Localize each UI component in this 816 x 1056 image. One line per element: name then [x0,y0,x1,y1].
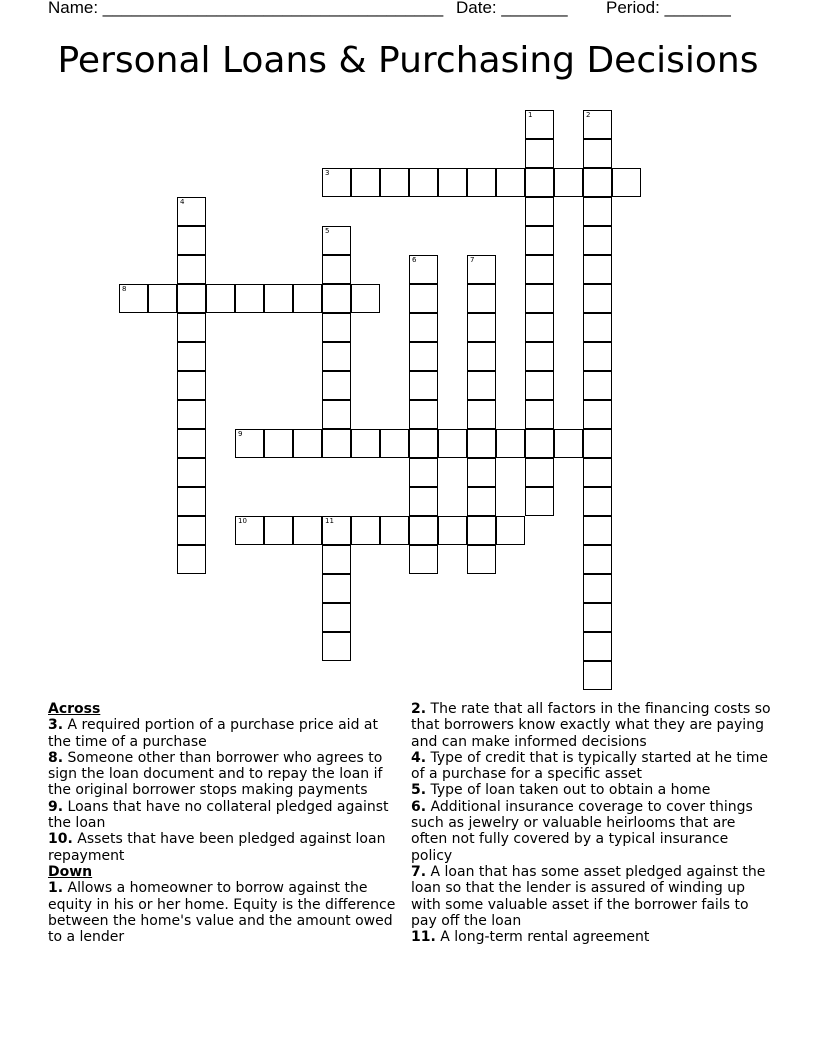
grid-cell[interactable] [293,516,322,545]
grid-cell[interactable] [177,400,206,429]
grid-cell[interactable] [380,516,409,545]
clue-item [411,929,773,945]
grid-cell[interactable] [409,168,438,197]
grid-cell[interactable] [322,255,351,284]
clue-item [48,750,403,799]
grid-cell[interactable] [525,197,554,226]
grid-cell[interactable] [583,487,612,516]
grid-cell[interactable] [525,429,554,458]
across-clue-list [48,717,403,864]
grid-cell[interactable] [264,516,293,545]
grid-cell[interactable] [467,429,496,458]
grid-cell[interactable] [438,516,467,545]
clues-right-column [411,701,773,945]
grid-cell[interactable] [583,313,612,342]
grid-cell[interactable] [525,226,554,255]
page-title: Personal Loans & Purchasing Decisions [57,40,759,81]
grid-cell[interactable] [235,516,264,545]
grid-cell[interactable] [583,197,612,226]
grid-cell[interactable] [409,371,438,400]
clue-item [411,782,773,798]
grid-cell[interactable] [380,168,409,197]
grid-cell[interactable] [467,255,496,284]
period-field[interactable]: Period: _______ [606,0,731,17]
grid-cell[interactable] [293,284,322,313]
grid-cell[interactable] [525,255,554,284]
clue-item [411,701,773,750]
name-field[interactable]: Name: ____________________________________ [48,0,444,17]
grid-cell[interactable] [496,429,525,458]
grid-cell[interactable] [322,226,351,255]
clue-item [411,864,773,929]
date-field[interactable]: Date: _______ [456,0,568,17]
grid-cell[interactable] [467,313,496,342]
grid-cell[interactable] [525,168,554,197]
grid-cell[interactable] [496,516,525,545]
grid-cell[interactable] [351,168,380,197]
clue-number: 5 [325,227,330,235]
clue-item-number: 1. [48,880,64,897]
grid-cell[interactable] [119,284,148,313]
grid-cell[interactable] [525,284,554,313]
grid-cell[interactable] [177,255,206,284]
grid-cell[interactable] [583,255,612,284]
grid-cell[interactable] [177,458,206,487]
clue-item-text: Type of loan taken out to obtain a home [426,782,711,799]
grid-cell[interactable] [554,168,583,197]
clue-item-number: 11. [411,929,436,946]
clue-item-text: Allows a homeowner to borrow against the equity in his or her home. Equity is the difference between the home's value and the amount owed to a lender [48,880,396,946]
grid-cell[interactable] [467,487,496,516]
clue-item-number: 5. [411,782,427,799]
grid-cell[interactable] [467,545,496,574]
grid-cell[interactable] [177,429,206,458]
clue-item-text: Someone other than borrower who agrees to sign the loan document and to repay the loan if the original borrower stops making payments [48,749,383,799]
grid-cell[interactable] [264,429,293,458]
grid-cell[interactable] [322,168,351,197]
down-clue-list [48,880,403,945]
grid-cell[interactable] [467,400,496,429]
grid-cell[interactable] [467,284,496,313]
grid-cell[interactable] [583,110,612,139]
grid-cell[interactable] [583,632,612,661]
grid-cell[interactable] [322,603,351,632]
grid-cell[interactable] [322,545,351,574]
grid-cell[interactable] [177,342,206,371]
clue-item [411,750,773,783]
across-heading: Across [48,701,101,717]
grid-cell[interactable] [409,342,438,371]
clue-item-number: 4. [411,749,427,766]
clue-item-number: 7. [411,863,427,880]
grid-cell[interactable] [583,603,612,632]
clue-item [48,717,403,750]
grid-cell[interactable] [525,487,554,516]
clue-number: 7 [470,256,475,264]
grid-cell[interactable] [409,458,438,487]
grid-cell[interactable] [525,400,554,429]
clue-item-number: 3. [48,717,64,734]
grid-cell[interactable] [322,284,351,313]
grid-cell[interactable] [525,458,554,487]
clue-number: 6 [412,256,417,264]
grid-cell[interactable] [583,458,612,487]
grid-cell[interactable] [148,284,177,313]
grid-cell[interactable] [525,371,554,400]
grid-cell[interactable] [525,342,554,371]
clue-item-number: 6. [411,798,427,815]
clue-number: 4 [180,198,185,206]
clue-number: 11 [325,517,334,525]
grid-cell[interactable] [467,371,496,400]
clue-item-number: 2. [411,701,427,717]
grid-cell[interactable] [583,545,612,574]
grid-cell[interactable] [525,313,554,342]
grid-cell[interactable] [177,284,206,313]
clue-item-number: 10. [48,831,73,848]
clue-item [411,799,773,864]
grid-cell[interactable] [583,429,612,458]
grid-cell[interactable] [351,516,380,545]
grid-cell[interactable] [583,226,612,255]
grid-cell[interactable] [583,400,612,429]
grid-cell[interactable] [409,313,438,342]
down-heading: Down [48,863,93,880]
grid-cell[interactable] [322,574,351,603]
clue-item-text: Additional insurance coverage to cover things such as jewelry or valuable heirlooms that are often not fully covered by a typical insurance policy [411,798,753,864]
grid-cell[interactable] [409,545,438,574]
grid-cell[interactable] [264,284,293,313]
grid-cell[interactable] [583,574,612,603]
grid-cell[interactable] [467,516,496,545]
grid-cell[interactable] [583,168,612,197]
clue-item-text: A required portion of a purchase price aid at the time of a purchase [48,717,378,750]
grid-cell[interactable] [583,284,612,313]
grid-cell[interactable] [177,516,206,545]
grid-cell[interactable] [467,458,496,487]
clue-number: 1 [528,111,533,119]
grid-cell[interactable] [409,487,438,516]
grid-cell[interactable] [583,139,612,168]
grid-cell[interactable] [177,313,206,342]
down-clue-list-continued [411,701,773,945]
clue-number: 2 [586,111,591,119]
grid-cell[interactable] [496,168,525,197]
grid-cell[interactable] [322,632,351,661]
grid-cell[interactable] [322,342,351,371]
clue-item-text: A long-term rental agreement [435,929,650,946]
grid-cell[interactable] [409,255,438,284]
grid-cell[interactable] [235,429,264,458]
clue-item-number: 9. [48,798,64,815]
grid-cell[interactable] [322,313,351,342]
grid-cell[interactable] [583,342,612,371]
clue-number: 10 [238,517,247,525]
grid-cell[interactable] [177,197,206,226]
grid-cell[interactable] [409,400,438,429]
grid-cell[interactable] [554,429,583,458]
grid-cell[interactable] [409,516,438,545]
clue-number: 9 [238,430,243,438]
grid-cell[interactable] [322,516,351,545]
clue-item [48,799,403,832]
grid-cell[interactable] [583,371,612,400]
clues-left-column [48,701,403,945]
grid-cell[interactable] [177,545,206,574]
grid-cell[interactable] [177,371,206,400]
grid-cell[interactable] [322,429,351,458]
grid-cell[interactable] [438,429,467,458]
clue-item-text: The rate that all factors in the financing costs so that borrowers know exactly what they are paying and can make informed decisions [411,701,771,750]
grid-cell[interactable] [583,516,612,545]
clue-item-number: 8. [48,749,64,766]
grid-cell[interactable] [177,487,206,516]
grid-cell[interactable] [612,168,641,197]
grid-cell[interactable] [409,429,438,458]
clue-item-text: Assets that have been pledged against loan repayment [48,831,386,864]
clue-number: 3 [325,169,330,177]
grid-cell[interactable] [525,110,554,139]
grid-cell[interactable] [322,400,351,429]
grid-cell[interactable] [293,429,322,458]
grid-cell[interactable] [525,139,554,168]
grid-cell[interactable] [177,226,206,255]
grid-cell[interactable] [380,429,409,458]
grid-cell[interactable] [351,284,380,313]
grid-cell[interactable] [467,168,496,197]
grid-cell[interactable] [206,284,235,313]
clue-item-text: Loans that have no collateral pledged against the loan [48,798,389,832]
clue-item-text: Type of credit that is typically started at he time of a purchase for a specific asset [411,749,769,783]
grid-cell[interactable] [322,371,351,400]
grid-cell[interactable] [409,284,438,313]
grid-cell[interactable] [467,342,496,371]
grid-cell[interactable] [438,168,467,197]
grid-cell[interactable] [235,284,264,313]
clue-number: 8 [122,285,127,293]
clue-item [48,880,403,945]
grid-cell[interactable] [583,661,612,690]
clue-item-text: A loan that has some asset pledged against the loan so that the lender is assured of winding up with some valuable asset if the borrower fails to pay off the loan [411,863,766,929]
grid-cell[interactable] [351,429,380,458]
clue-item [48,831,403,864]
